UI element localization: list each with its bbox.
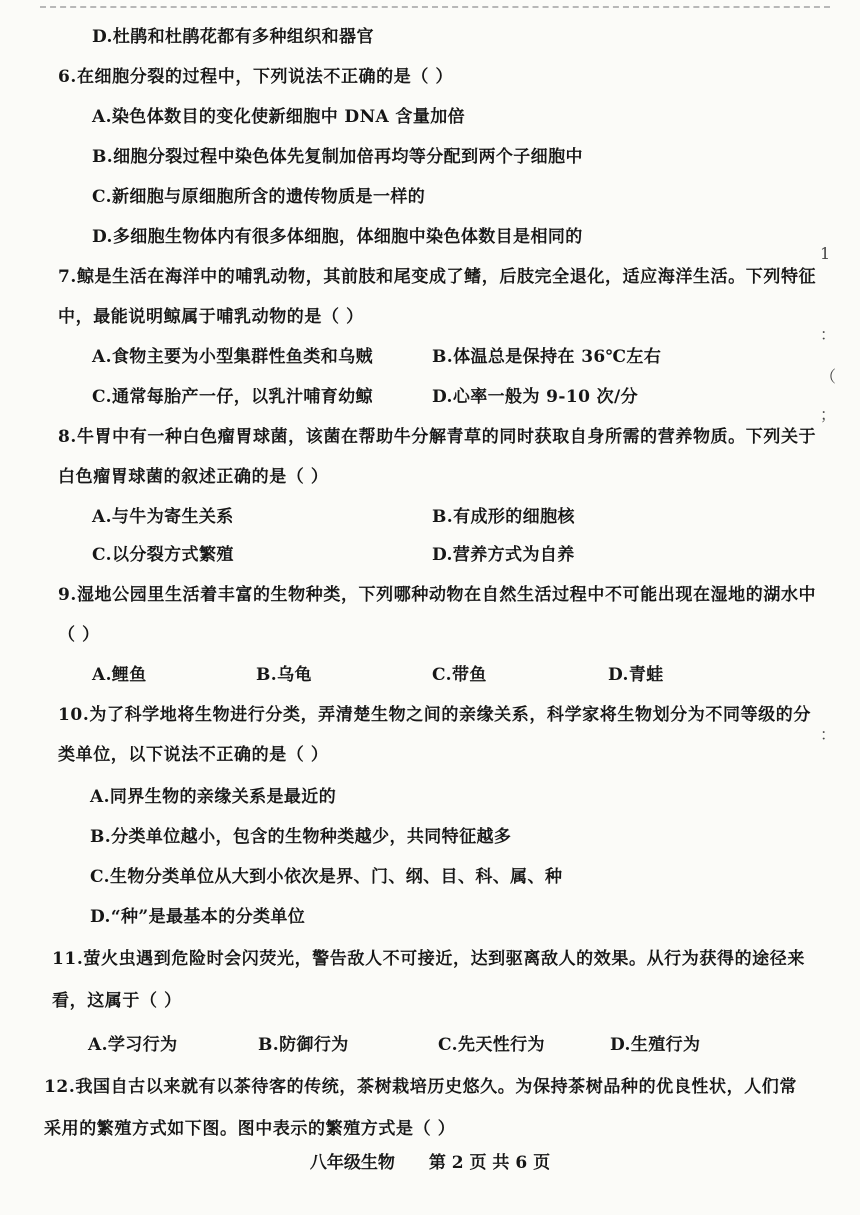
edge-mark: （ [820, 367, 837, 386]
q8-option-b: B.有成形的细胞核 [432, 507, 575, 527]
q10-stem-line2: 类单位，以下说法不正确的是（ ） [58, 745, 329, 765]
q8-option-a: A.与牛为寄生关系 [92, 507, 234, 527]
q12-stem-line2: 采用的繁殖方式如下图。图中表示的繁殖方式是（ ） [44, 1119, 456, 1139]
q5-option-d: D.杜鹃和杜鹃花都有多种组织和器官 [92, 27, 374, 47]
q8-stem-line1: 8.牛胃中有一种白色瘤胃球菌，该菌在帮助牛分解青草的同时获取自身所需的营养物质。下列关于 [58, 427, 817, 447]
q10-option-b: B.分类单位越小，包含的生物种类越少，共同特征越多 [90, 827, 512, 847]
q11-option-b: B.防御行为 [258, 1035, 349, 1055]
q8-stem-line2: 白色瘤胃球菌的叙述正确的是（ ） [58, 467, 329, 487]
q7-option-c: C.通常每胎产一仔，以乳汁哺育幼鲸 [92, 387, 373, 407]
q7-option-a: A.食物主要为小型集群性鱼类和乌贼 [92, 347, 373, 367]
q11-stem-line1: 11.萤火虫遇到危险时会闪荧光，警告敌人不可接近，达到驱离敌人的效果。从行为获得的途径来 [52, 949, 805, 969]
q9-option-d: D.青蛙 [608, 665, 664, 685]
q10-stem-line1: 10.为了科学地将生物进行分类，弄清楚生物之间的亲缘关系，科学家将生物划分为不同等级的分 [58, 705, 811, 725]
q6-option-d: D.多细胞生物体内有很多体细胞，体细胞中染色体数目是相同的 [92, 227, 583, 247]
q9-option-a: A.鲤鱼 [92, 665, 147, 685]
q11-option-d: D.生殖行为 [610, 1035, 701, 1055]
q7-stem-line2: 中，最能说明鲸属于哺乳动物的是（ ） [58, 307, 364, 327]
q12-stem-line1: 12.我国自古以来就有以茶待客的传统，茶树栽培历史悠久。为保持茶树品种的优良性状，人们常 [44, 1077, 797, 1097]
top-cut-line [40, 6, 830, 8]
q9-option-c: C.带鱼 [432, 665, 487, 685]
q6-option-b: B.细胞分裂过程中染色体先复制加倍再均等分配到两个子细胞中 [92, 147, 583, 167]
edge-mark: 1 [820, 244, 831, 263]
q9-stem-line2: （ ） [58, 625, 100, 645]
footer-subject: 八年级生物 [309, 1153, 395, 1173]
footer-page-number: 第 2 页 共 6 页 [428, 1153, 551, 1173]
q8-option-d: D.营养方式为自养 [432, 545, 575, 565]
q8-option-c: C.以分裂方式繁殖 [92, 545, 234, 565]
edge-mark: ； [820, 405, 837, 424]
q7-option-d: D.心率一般为 9-10 次/分 [432, 387, 639, 407]
q9-option-b: B.乌龟 [256, 665, 312, 685]
q7-stem-line1: 7.鲸是生活在海洋中的哺乳动物，其前肢和尾变成了鳍，后肢完全退化，适应海洋生活。下列特征 [58, 267, 817, 287]
edge-mark: ： [820, 725, 837, 744]
q10-option-c: C.生物分类单位从大到小依次是界、门、纲、目、科、属、种 [90, 867, 563, 887]
q9-stem-line1: 9.湿地公园里生活着丰富的生物种类，下列哪种动物在自然生活过程中不可能出现在湿地的湖水中 [58, 585, 817, 605]
q11-option-a: A.学习行为 [88, 1035, 178, 1055]
q10-option-a: A.同界生物的亲缘关系是最近的 [90, 787, 337, 807]
q11-option-c: C.先天性行为 [438, 1035, 545, 1055]
q6-stem: 6.在细胞分裂的过程中，下列说法不正确的是（ ） [58, 67, 454, 87]
q6-option-a: A.染色体数目的变化使新细胞中 DNA 含量加倍 [92, 107, 466, 127]
page-footer [0, 1148, 860, 1173]
q7-option-b: B.体温总是保持在 36℃左右 [432, 347, 662, 367]
q10-option-d: D.“种”是最基本的分类单位 [90, 907, 306, 927]
q11-stem-line2: 看，这属于（ ） [52, 991, 182, 1011]
edge-mark: ： [820, 325, 837, 344]
q6-option-c: C.新细胞与原细胞所含的遗传物质是一样的 [92, 187, 426, 207]
